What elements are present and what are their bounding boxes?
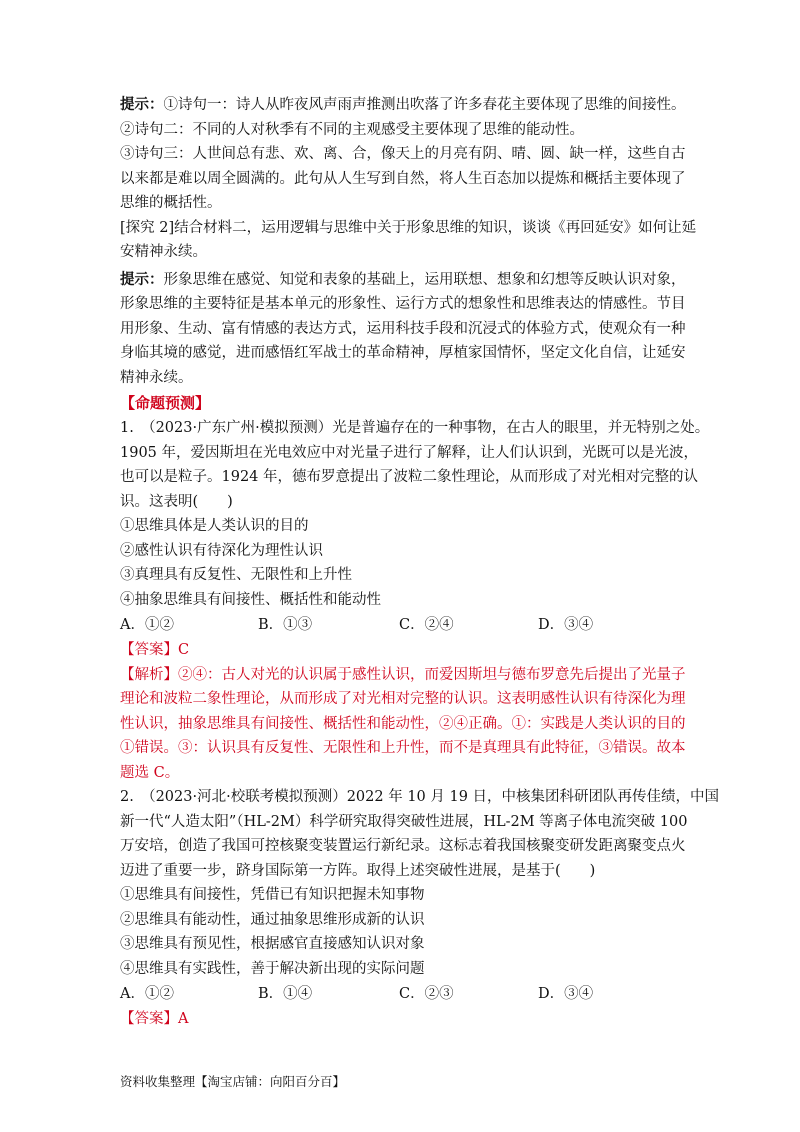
statement: ②感性认识有待深化为理性认识 — [120, 542, 323, 559]
question-stem: 迈进了重要一步，跻身国际第一方阵。取得上述突破性进展，是基于( ) — [120, 862, 596, 879]
statement: ③真理具有反复性、无限性和上升性 — [120, 567, 352, 583]
question-stem: 识。这表明( ) — [120, 493, 233, 510]
hint-label: 提示： — [120, 270, 164, 288]
statement: ①思维具体是人类认识的目的 — [120, 518, 309, 534]
analysis: 【解析】②④：古人对光的认识属于感性认识，而爱因斯坦与德布罗意先后提出了光量子 — [120, 666, 686, 683]
hint-line: ②诗句二：不同的人对秋季有不同的主观感受主要体现了思维的能动性。 — [120, 121, 584, 138]
option-a: A．①② — [120, 986, 174, 1002]
option-d: D．③④ — [538, 617, 594, 633]
statement: ①思维具有间接性，凭借已有知识把握未知事物 — [120, 887, 425, 903]
explore-question: [探究 2]结合材料二，运用逻辑与思维中关于形象思维的知识，谈谈《再回延安》如何让延 — [120, 219, 697, 236]
hint-label: 提示： — [120, 96, 164, 113]
question-stem: 新一代“人造太阳”（HL-2M）科学研究取得突破性进展，HL-2M 等离子体电流突破 100 — [120, 813, 688, 830]
question-stem: 1905 年，爱因斯坦在光电效应中对光量子进行了解释，让人们认识到，光既可以是光波， — [120, 444, 699, 461]
hint-line: 思维的概括性。 — [120, 195, 222, 211]
answer: 【答案】C — [120, 642, 190, 658]
answer-options — [120, 981, 680, 1007]
statement: ④抽象思维具有间接性、概括性和能动性 — [120, 591, 381, 608]
hint-line: 形象思维的主要特征是基本单元的形象性、运行方式的想象性和思维表达的情感性。节目 — [120, 296, 686, 312]
document-body — [120, 93, 720, 1032]
section-heading: 【命题预测】 — [120, 394, 211, 412]
analysis: 性认识，抽象思维具有间接性、概括性和能动性，②④正确。①：实践是人类认识的目的 — [120, 715, 686, 732]
statement: ③思维具有预见性，根据感官直接感知认识对象 — [120, 936, 425, 952]
option-d: D．③④ — [538, 986, 594, 1002]
option-a: A．①② — [120, 617, 174, 633]
option-b: B．①③ — [258, 617, 313, 633]
analysis: 理论和波粒二象性理论，从而形成了对光相对完整的认识。这表明感性认识有待深化为理 — [120, 691, 686, 707]
explore-question: 安精神永续。 — [120, 244, 207, 260]
question-stem: 2. （2023·河北·校联考模拟预测）2022 年 10 月 19 日，中核集团科研团队再传佳绩，中国 — [120, 789, 720, 805]
statement: ④思维具有实践性，善于解决新出现的实际问题 — [120, 960, 425, 977]
hint-line: 精神永续。 — [120, 369, 193, 386]
answer-options — [120, 612, 680, 638]
question-stem: 万安培，创造了我国可控核聚变装置运行新纪录。这标志着我国核聚变研发距离聚变点火 — [120, 838, 686, 854]
hint-line: 提示：①诗句一：诗人从昨夜风声雨声推测出吹落了许多春花主要体现了思维的间接性。 — [120, 96, 686, 113]
analysis: 题选 C。 — [120, 764, 180, 781]
hint-line: 提示：形象思维在感觉、知觉和表象的基础上，运用联想、想象和幻想等反映认识对象， — [120, 270, 686, 288]
option-c: C．②④ — [399, 617, 454, 633]
question-stem: 也可以是粒子。1924 年，德布罗意提出了波粒二象性理论，从而形成了对光相对完整的认 — [120, 469, 699, 485]
hint-line: 身临其境的感觉，进而感悟红军战士的革命精神，厚植家国情怀，坚定文化自信，让延安 — [120, 345, 686, 361]
analysis: ①错误。③：认识具有反复性、无限性和上升性，而不是真理具有此特征，③错误。故本 — [120, 740, 686, 756]
hint-line: 用形象、生动、富有情感的表达方式，运用科技手段和沉浸式的体验方式，使观众有一种 — [120, 320, 686, 337]
hint-line: ③诗句三：人世间总有悲、欢、离、合，像天上的月亮有阴、晴、圆、缺一样，这些自古 — [120, 146, 686, 162]
hint-line: 以来都是难以周全圆满的。此句从人生写到自然，将人生百态加以提炼和概括主要体现了 — [120, 170, 686, 187]
statement: ②思维具有能动性，通过抽象思维形成新的认识 — [120, 911, 425, 928]
option-b: B．①④ — [258, 986, 313, 1002]
option-c: C．②③ — [399, 986, 454, 1002]
answer: 【答案】A — [120, 1011, 189, 1027]
page-footer: 资料收集整理【淘宝店铺：向阳百分百】 — [120, 1074, 346, 1089]
question-stem: 1. （2023·广东广州·模拟预测）光是普遍存在的一种事物，在古人的眼里，并无特别之处。 — [120, 420, 710, 436]
